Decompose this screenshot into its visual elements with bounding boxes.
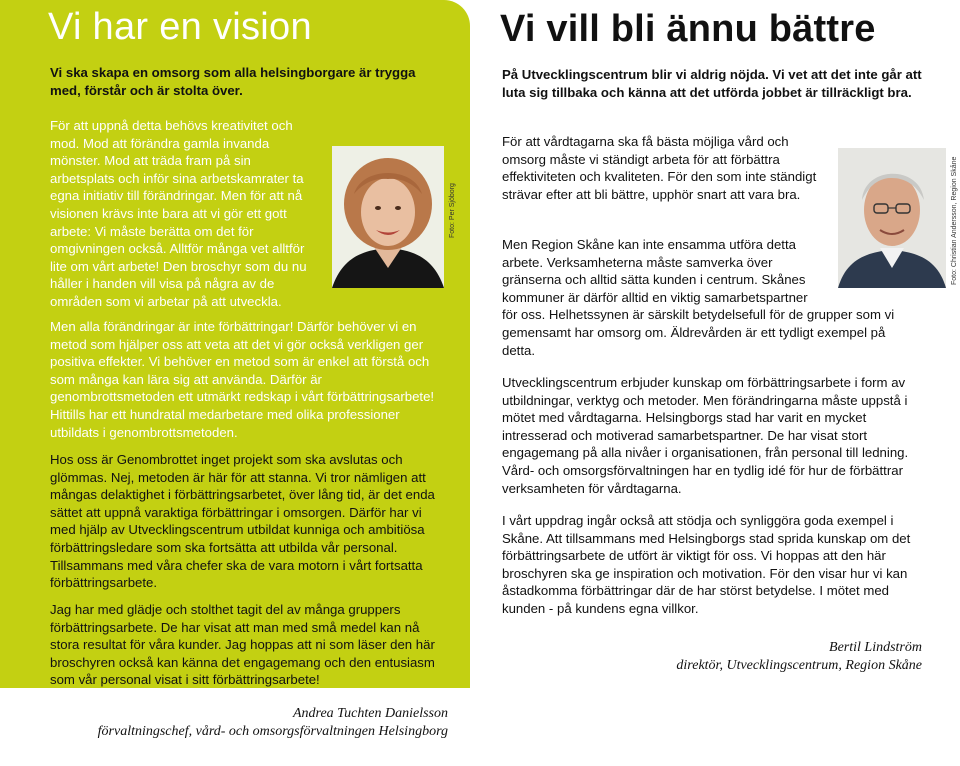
right-paragraph-3: Utvecklingscentrum erbjuder kunskap om förbättringsarbete i form av utbildningar, verktyg och metoder. Men förändringarna måste uppstå i mötet med vårdtagarna. Helsingborgs stad har varit en mycket intresserad och motiverad samarbetspartner. De har visat stort engagemang på alla nivåer i organisationen, från personal till ledning. Vård- och omsorgsförvaltningen har en tydlig idé för hur de förbättrar verksamheten för vårdtagarna.	[502, 375, 909, 496]
right-paragraph-2: Men Region Skåne kan inte ensamma utföra detta arbete. Verksamheterna måste samverka över gränserna och alltid sätta kunden i centrum. Skånes kommuner är därför alltid en viktig samarbetspartner för oss. Helhetssynen är särskilt betydelsefull för de grupper som vi gemensamt har omsorg om. Äldrevården är ett tydligt exempel på detta.	[502, 237, 895, 358]
left-signature	[60, 705, 448, 741]
right-lead: På Utvecklingscentrum blir vi aldrig nöjda. Vi vet att det inte går att luta sig tillbaka och känna att det utförda jobbet är tillräckligt bra.	[502, 67, 922, 100]
portrait-photo-left	[332, 146, 444, 288]
right-heading: Vi vill bli ännu bättre	[500, 8, 876, 50]
left-paragraph-2: Men alla förändringar är inte förbättringar! Därför behöver vi en metod som hjälper oss att veta att det vi gör också verkligen ger positiva effekter. Vi behöver en metod som är enkel att förstå och som många kan lära sig att använda. Därför är genombrottsmetoden ett utmärkt redskap i vårt förbättringsarbete! Hittills har ett hundratal medarbetare med olika professioner utbildats i genombrottsmetoden.	[50, 319, 435, 440]
left-paragraph-4: Jag har med glädje och stolthet tagit del av många gruppers förbättringsarbete. De har visat att man med små medel kan nå stora resultat för våra kunder. Jag hoppas att ni som läser den här broschyren också kan känna det engagemang och den entusiasm som vår personal visat i sitt förbättringsarbete!	[50, 602, 435, 688]
left-heading: Vi har en vision	[48, 6, 312, 48]
left-paragraph-3: Hos oss är Genombrottet inget projekt som ska avslutas och glömmas. Nej, metoden är här för att stanna. Vi tror nämligen att mångas delaktighet i förbättringsarbetet, över lång tid, är det enda sättet att uppnå varaktiga förbättringar i omsorgen. Därför har vi med hjälp av Utvecklingscentrum utbildat kunniga och ambitiösa förbättringsledare som ska fortsätta att utbilda vår personal. Tillsammans med våra chefer ska de vara motorn i vårt fortsatta förbättringsarbete.	[50, 452, 435, 591]
right-paragraph-2a	[502, 236, 917, 359]
right-signature	[600, 639, 922, 675]
left-signature-name: Andrea Tuchten Danielsson	[292, 706, 448, 721]
left-lead: Vi ska skapa en omsorg som alla helsingborgare är trygga med, förstår och är stolta över.	[50, 65, 416, 98]
left-paragraph-1: För att uppnå detta behövs kreativitet och mod. Mod att förändra gamla invanda mönster. Mod att träda fram på sin arbetsplats och inför sina arbetskamrater ta egna initiativ till förändringar. Men för att nå visionen krävs inte bara att vi gör ett gott arbete: Vi måste berätta om det för omgivningen också. Alltför många vet alltför lite om vårt arbete! Den broschyr som du nu håller i handen vill visa på några av de områden som vi arbetar på att utveckla.	[50, 118, 307, 309]
right-signature-title: direktör, Utvecklingscentrum, Region Skåne	[676, 658, 922, 673]
photo-credit-right: Foto: Christian Andersson, Region Skåne	[951, 156, 958, 285]
left-signature-title: förvaltningschef, vård- och omsorgsförvaltningen Helsingborg	[97, 724, 448, 739]
right-paragraph-1: För att vårdtagarna ska få bästa möjliga vård och omsorg måste vi ständigt arbeta för att förbättra effektiviteten och kvaliteten. För den som inte ständigt strävar efter att bli bättre, upphör snart att vara bra.	[502, 134, 817, 202]
photo-credit-left: Foto: Per Sjöborg	[449, 183, 456, 238]
right-paragraph-4: I vårt uppdrag ingår också att stödja och synliggöra goda exempel i Skåne. Att tillsammans med Helsingborgs stad sprida kunskap om det förbättringsarbete de utfört är viktigt för oss. Vi hoppas att den här broschyren ska ge inspiration och motivation. För den visar hur vi kan åstadkomma förbättringar där de har störst betydelse. I mötet med kunden - på kundens egna villkor.	[502, 513, 911, 616]
right-signature-name: Bertil Lindström	[829, 640, 922, 655]
